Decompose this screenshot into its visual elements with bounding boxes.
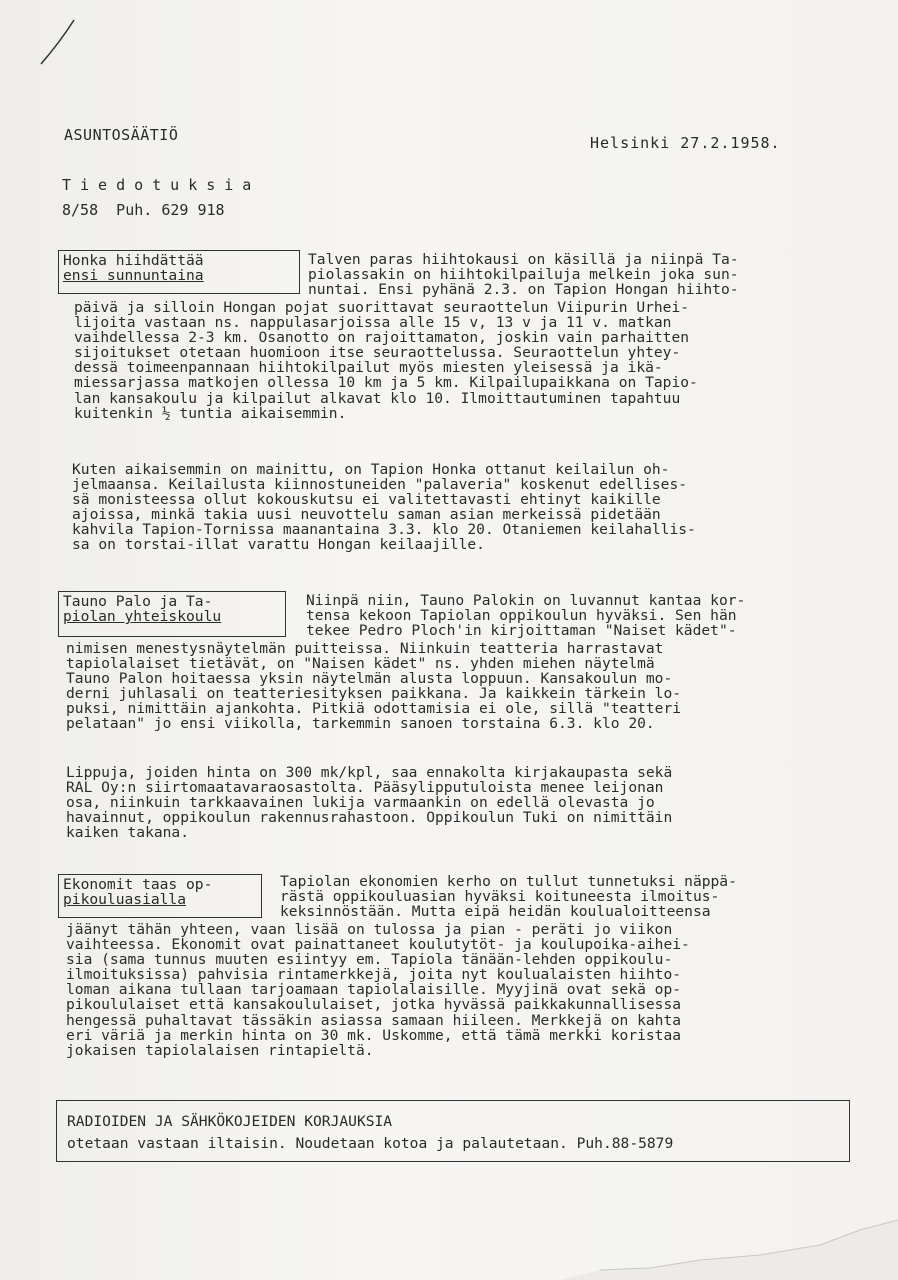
section-text: Lippuja, joiden hinta on 300 mk/kpl, saa ennakolta kirjakaupasta sekä RAL Oy:n siirtomaatavaraosastolta. Pääsylipputuloista menee leijonan osa, niinkuin tarkkaavainen lukija varmaankin on edellä olevasta jo havainnut, oppikoulun rakennusrahastoon. Oppikoulun Tuki on nimittäin kaiken takana. — [66, 764, 673, 842]
repair-advertisement — [56, 1100, 850, 1162]
heading-line: pikouluasialla — [63, 891, 187, 908]
ad-headline: RADIOIDEN JA SÄHKÖKOJEIDEN KORJAUKSIA — [67, 1113, 393, 1130]
heading-line: piolan yhteiskoulu — [63, 608, 222, 625]
bulletin-title: Tiedotuksia — [62, 176, 261, 194]
section-text: päivä ja silloin Hongan pojat suorittavat seuraottelun Viipurin Urhei- lijoita vastaan ns. nappulasarjoissa alle 15 v, 13 v ja 11 v. matkan vaihdellessa 2-3 km. Osanotto on rajoittamaton, joskin vain parhaitten sijoitukset otetaan huomioon itse seuraottelussa. Seuraottelun yhtey- dessä toimeenpannaan hiihtokilpailut myös miesten yleisessä ja ikä- miessarjassa matkojen ollessa 10 km ja 5 km. Kilpailupaikkana on Tapio- lan kansakoulu ja kilpailut alkavat klo 10. Ilmoittautuminen tapahtuu kuitenkin ½ tuntia aikaisemmin. — [74, 299, 698, 422]
heading-line: Tauno Palo ja Ta- — [63, 593, 213, 610]
section-text: Kuten aikaisemmin on mainittu, on Tapion Honka ottanut keilailun oh- jelmaansa. Keilailusta kiinnostuneiden "palaveria" koskenut edellises- sä monisteessa ollut kokouskutsu ei valitettavasti ehtinyt kaikille ajoissa, minkä takia uusi neuvottelu saman asian merkeissä pidetään kahvila Tapion-Tornissa maanantaina 3.3. klo 20. Otaniemen keilahallis- sa on torstai-illat varattu Hongan keilaajille. — [72, 461, 696, 554]
section-heading-box — [58, 591, 286, 637]
section-heading-box — [58, 250, 300, 294]
issue-number-phone: 8/58 Puh. 629 918 — [62, 201, 225, 219]
heading-line: Honka hiihdättää — [63, 252, 204, 269]
torn-edge — [0, 1200, 898, 1280]
organization-name: ASUNTOSÄÄTIÖ — [64, 126, 179, 144]
ad-text: otetaan vastaan iltaisin. Noudetaan kotoa ja palautetaan. Puh.88-5879 — [67, 1135, 674, 1152]
section-text: jäänyt tähän yhteen, vaan lisää on tulossa ja pian - peräti jo viikon vaihteessa. Ekonomit ovat painattaneet koulutytöt- ja koulupoika-aihei- sia (sama tunnus muuten esiintyy em. Tapiola tänään-lehden oppikoulu- ilmoituksissa) pahvisia rintamerkkejä, joita nyt koulualaisten hiihto- loman aikana tullaan tarjoamaan tapiolalaisille. Myyjinä ovat sekä op- pikoululaiset että kansakoululaiset, jotka hyvässä paikkakunnallisessa hengessä puhaltavat tässäkin asiassa samaan hiileen. Merkkejä on kahta eri väriä ja merkin hinta on 30 mk. Uskomme, että tämä merkki koristaa jokaisen tapiolalaisen rintapieltä. — [66, 921, 690, 1059]
section-heading-box — [58, 874, 262, 918]
section-text: Talven paras hiihtokausi on käsillä ja niinpä Ta- piolassakin on hiihtokilpailuja melkein joka sun- nuntai. Ensi pyhänä 2.3. on Tapion Hongan hiihto- — [308, 251, 739, 299]
heading-line: ensi sunnuntaina — [63, 267, 204, 284]
section-text: Niinpä niin, Tauno Palokin on luvannut kantaa kor- tensa kekoon Tapiolan oppikoulun hyväksi. Sen hän tekee Pedro Ploch'in kirjoittaman "Naiset kädet"- — [306, 592, 746, 640]
place-date: Helsinki 27.2.1958. — [590, 134, 781, 152]
heading-line: Ekonomit taas op- — [63, 876, 213, 893]
section-text: Tapiolan ekonomien kerho on tullut tunnetuksi näppä- rästä oppikouluasian hyväksi koituneesta ilmoitus- keksinnöstään. Mutta eipä heidän koulualoitteensa — [280, 873, 737, 921]
section-text: nimisen menestysnäytelmän puitteissa. Niinkuin teatteria harrastavat tapiolalaiset tietävät, on "Naisen kädet" ns. yhden miehen näytelmä Tauno Palon hoitaessa yksin näytelmän alusta loppuun. Kansakoulun mo- derni juhlasali on teatteriesityksen paikkana. Ja kaikkein tärkein lo- puksi, nimittäin ajankohta. Pitkiä odottamisia ei ole, sillä "teatteri pelataan" jo ensi viikolla, tarkemmin sanoen torstaina 6.3. klo 20. — [66, 640, 682, 733]
pen-mark — [38, 18, 78, 68]
